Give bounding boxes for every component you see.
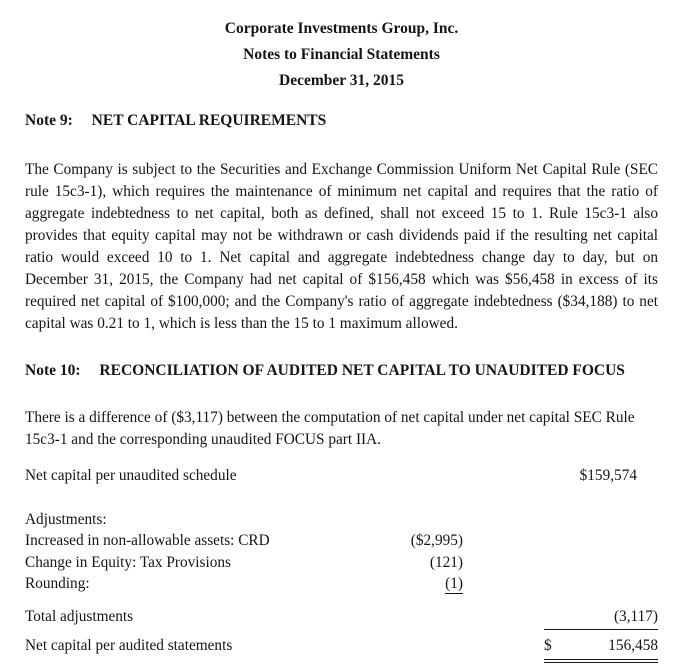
row-total-adjustments	[25, 606, 658, 631]
row-amount: ($2,995)	[410, 532, 463, 549]
row-label: Adjustments:	[25, 510, 107, 528]
row-adjustment-tax	[25, 552, 658, 574]
amount-value: 156,458	[608, 637, 658, 654]
row-label: Total adjustments	[25, 607, 134, 625]
row-amount	[463, 606, 658, 631]
row-adjustment-crd	[25, 530, 658, 552]
row-amount	[463, 635, 658, 660]
row-adjustments-header	[25, 509, 658, 531]
reconciliation-schedule	[25, 465, 658, 660]
note10-heading	[25, 362, 658, 379]
row-label: Rounding:	[25, 575, 90, 592]
company-name: Corporate Investments Group, Inc.	[224, 20, 459, 37]
underlined-amount: (1)	[445, 575, 463, 592]
double-underlined-amount	[544, 635, 658, 660]
document-date: December 31, 2015	[279, 72, 404, 89]
row-label: Net capital per unaudited schedule	[25, 467, 237, 484]
row-unaudited-schedule	[25, 465, 658, 487]
currency-symbol: $	[544, 637, 552, 654]
row-label: Increased in non-allowable assets: CRD	[25, 532, 270, 549]
row-amount	[356, 573, 463, 595]
row-audited-statements	[25, 635, 658, 660]
document-header	[25, 16, 658, 94]
note10-paragraph: There is a difference of ($3,117) between the computation of net capital under net capital SEC Rule 15c3-1 and the corresponding unaudited FOCUS part IIA.	[25, 409, 635, 448]
note9-paragraph: The Company is subject to the Securities and Exchange Commission Uniform Net Capital Rule (SEC rule 15c3-1), which requires the maintenance of minimum net capital and requires that the ratio of aggregate indebtedness to net capital, both as defined, shall not exceed 15 to 1. Rule 15c3-1 also provides that equity capital may not be withdrawn or cash dividends paid if the resulting net capital ratio would exceed 10 to 1. Net capital and aggregate indebtedness change day to day, but on December 31, 2015, the Company had net capital of $156,458 which was $56,458 in excess of its required net capital of $100,000; and the Company's ratio of aggregate indebtedness ($34,188) to net capital was 0.21 to 1, which is less than the 15 to 1 maximum allowed.	[25, 161, 658, 332]
row-amount: (121)	[429, 553, 463, 571]
row-adjustment-rounding	[25, 573, 658, 595]
row-amount: $159,574	[579, 467, 637, 484]
note9-heading	[25, 112, 658, 129]
note9-label: Note 9:	[25, 112, 73, 129]
note10-title: RECONCILIATION OF AUDITED NET CAPITAL TO UNAUDITED FOCUS	[99, 362, 625, 379]
row-label: Change in Equity: Tax Provisions	[25, 553, 231, 571]
document-title: Notes to Financial Statements	[243, 46, 440, 63]
note9-title: NET CAPITAL REQUIREMENTS	[91, 112, 327, 129]
underlined-amount: (3,117)	[544, 606, 658, 631]
note10-label: Note 10:	[25, 362, 81, 379]
row-label: Net capital per audited statements	[25, 637, 233, 654]
